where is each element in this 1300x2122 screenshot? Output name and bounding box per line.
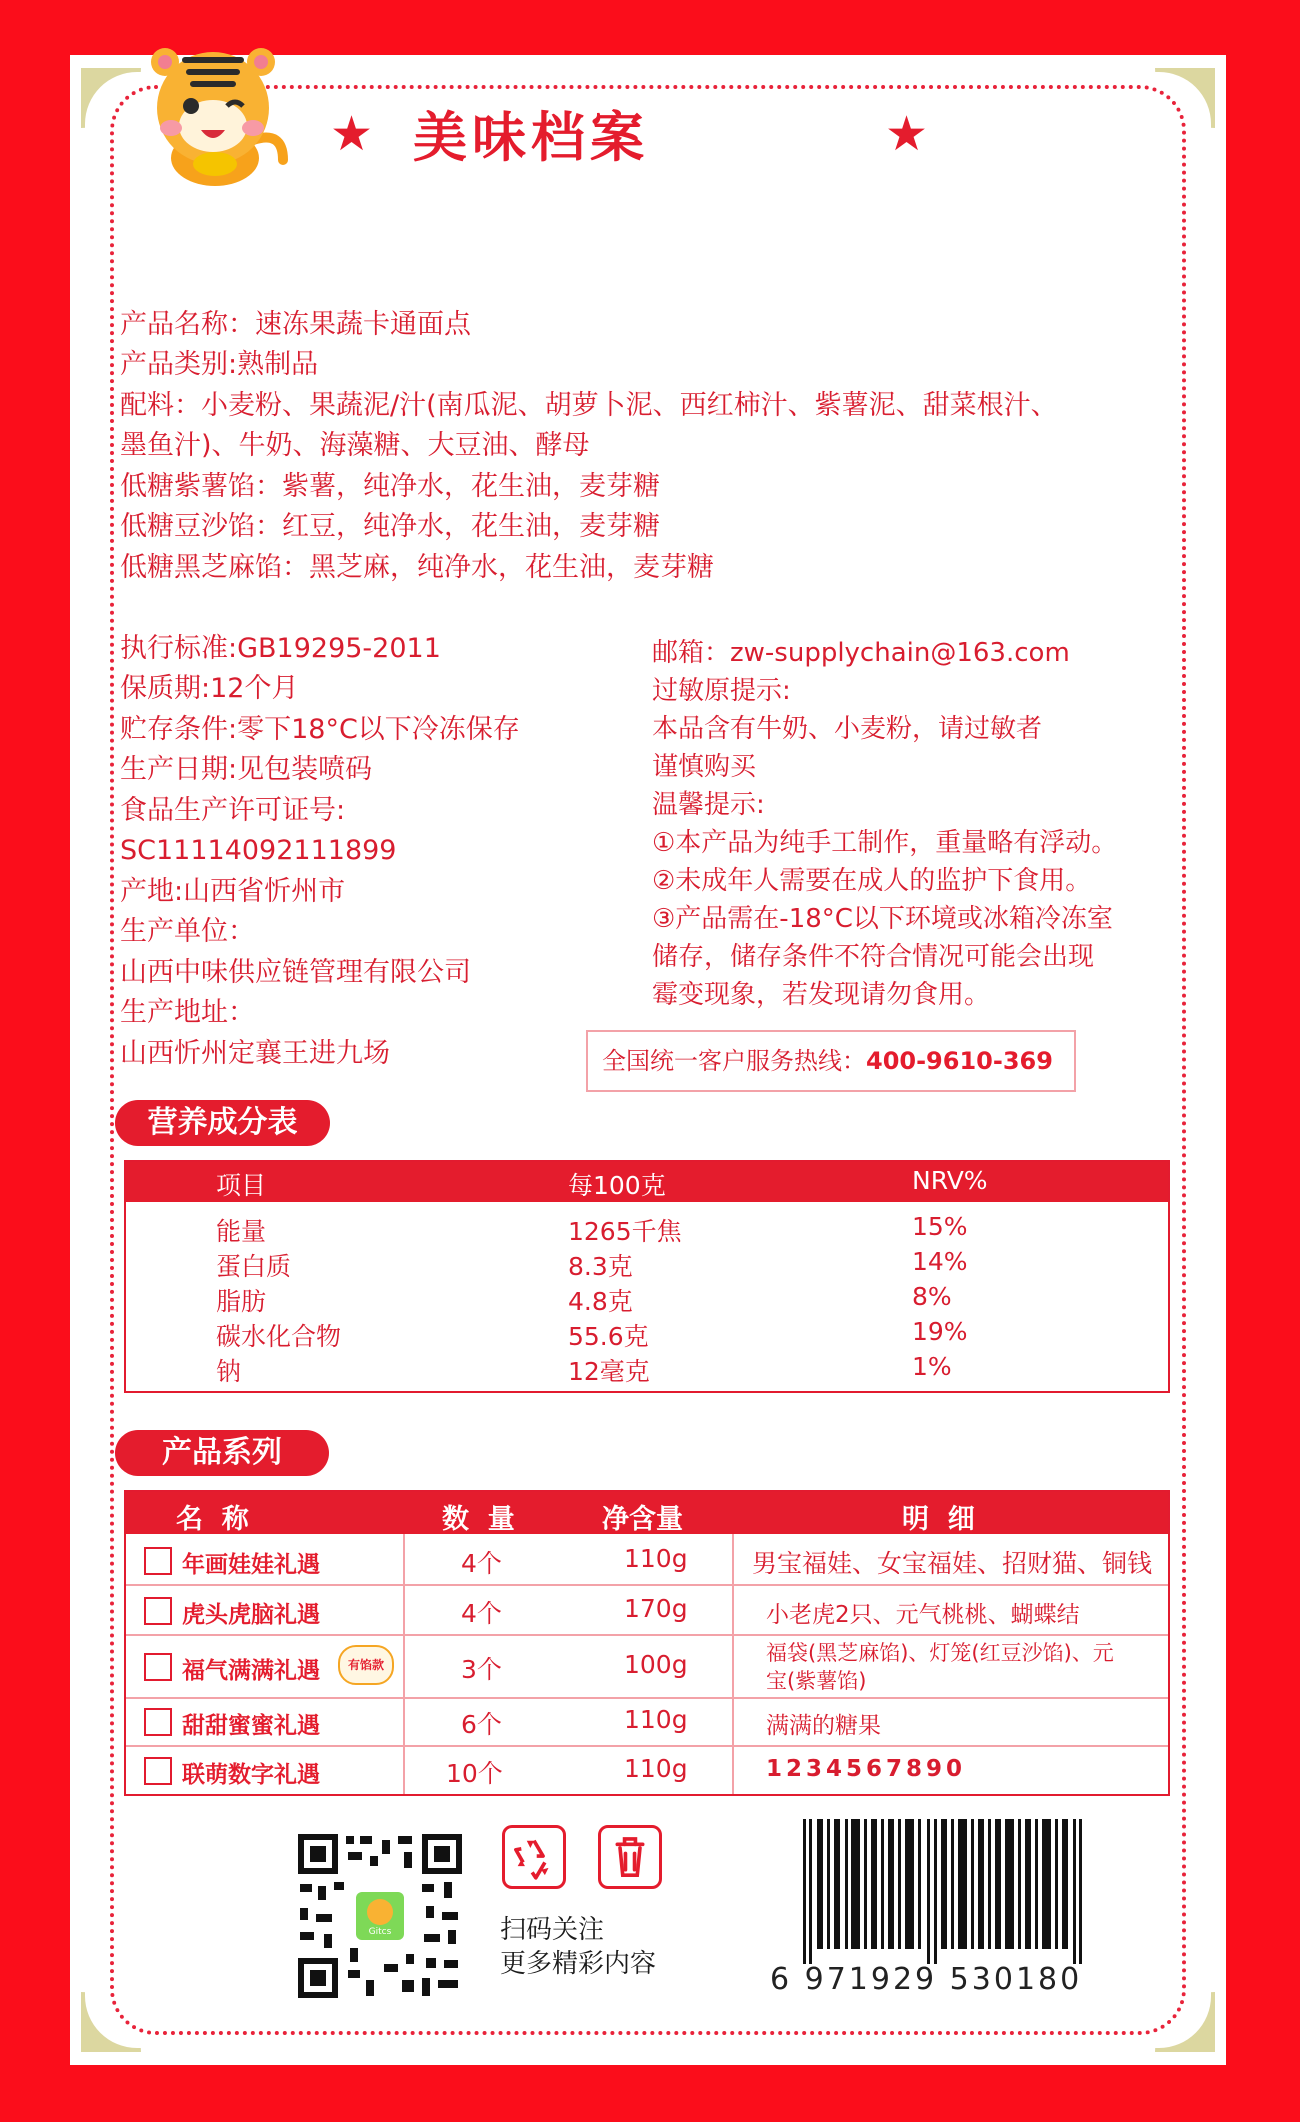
notice-line: 谨慎购买 xyxy=(652,752,757,782)
nutrition-cell: 1% xyxy=(912,1352,952,1381)
notice-line: 储存，储存条件不符合情况可能会出现 xyxy=(652,942,1095,972)
tiger-mascot-icon xyxy=(135,40,295,190)
series-name: 甜甜蜜蜜礼遇 xyxy=(182,1713,320,1739)
row-checkbox[interactable] xyxy=(144,1547,172,1575)
scan-subtext: 更多精彩内容 xyxy=(500,1949,657,1979)
nutrition-cell: 能量 xyxy=(216,1217,267,1246)
series-detail: 男宝福娃、女宝福娃、招财猫、铜钱 xyxy=(752,1549,1153,1578)
star-icon: ★ xyxy=(885,106,929,162)
row-divider xyxy=(126,1745,1168,1747)
series-weight: 110g xyxy=(624,1544,688,1573)
spec-line: 生产日期:见包装喷码 xyxy=(120,754,373,785)
hotline-number: 400-9610-369 xyxy=(866,1047,1053,1075)
nutrition-cell: 脂肪 xyxy=(216,1287,267,1316)
nutrition-cell: 4.8克 xyxy=(568,1287,633,1316)
notice-line: 温馨提示: xyxy=(652,790,765,820)
nutrition-cell: 8% xyxy=(912,1282,952,1311)
series-header-cell: 数 量 xyxy=(442,1504,515,1535)
series-detail: 1234567890 xyxy=(766,1756,967,1782)
nutrition-cell: 12毫克 xyxy=(568,1357,650,1386)
barcode-icon xyxy=(803,1819,1083,1964)
column-divider xyxy=(732,1534,734,1794)
nutrition-cell: 钠 xyxy=(216,1357,242,1386)
series-weight: 110g xyxy=(624,1754,688,1783)
nutrition-cell: 蛋白质 xyxy=(216,1252,292,1281)
nutrition-cell: 55.6克 xyxy=(568,1322,649,1351)
nutrition-title: 营养成分表 xyxy=(115,1100,330,1146)
notice-line: ②未成年人需要在成人的监护下食用。 xyxy=(652,866,1092,896)
email-line: 邮箱：zw-supplychain@163.com xyxy=(652,638,1070,668)
barcode-number: 6 971929 530180 xyxy=(770,1962,1083,1997)
nutrition-cell: 15% xyxy=(912,1212,968,1241)
series-detail: 满满的糖果 xyxy=(766,1713,881,1739)
row-divider xyxy=(126,1584,1168,1586)
nutrition-cell: 14% xyxy=(912,1247,968,1276)
hotline-box xyxy=(586,1030,1076,1092)
series-qty: 3个 xyxy=(461,1655,502,1684)
spec-line: 生产单位： xyxy=(120,916,255,947)
info-line: 低糖紫薯馅：紫薯，纯净水，花生油，麦芽糖 xyxy=(120,471,660,502)
series-name: 年画娃娃礼遇 xyxy=(182,1552,320,1578)
nutrition-cell: 19% xyxy=(912,1317,968,1346)
spec-line: SC11114092111899 xyxy=(120,835,397,866)
spec-line: 生产地址： xyxy=(120,997,255,1028)
series-name: 福气满满礼遇 xyxy=(182,1658,320,1684)
spec-line: 执行标准:GB19295-2011 xyxy=(120,633,441,664)
spec-line: 保质期:12个月 xyxy=(120,673,299,704)
row-divider xyxy=(126,1634,1168,1636)
series-qty: 4个 xyxy=(461,1599,502,1628)
notice-line: 霉变现象，若发现请勿食用。 xyxy=(652,980,991,1010)
series-header-cell: 净含量 xyxy=(602,1504,683,1535)
filling-badge: 有馅款 xyxy=(338,1645,394,1685)
series-name: 虎头虎脑礼遇 xyxy=(182,1602,320,1628)
series-title: 产品系列 xyxy=(115,1430,329,1476)
spec-line: 产地:山西省忻州市 xyxy=(120,876,346,907)
series-qty: 4个 xyxy=(461,1549,502,1578)
series-name: 联萌数字礼遇 xyxy=(182,1762,320,1788)
spec-line: 山西忻州定襄王进九场 xyxy=(120,1038,390,1069)
info-line: 低糖豆沙馅：红豆，纯净水，花生油，麦芽糖 xyxy=(120,511,660,542)
nutrition-table xyxy=(124,1160,1170,1393)
notice-line: ①本产品为纯手工制作，重量略有浮动。 xyxy=(652,828,1118,858)
series-header-cell: 明 细 xyxy=(902,1504,975,1535)
series-weight: 170g xyxy=(624,1594,688,1623)
qr-label: Gitcs xyxy=(368,1927,392,1937)
series-qty: 6个 xyxy=(461,1710,502,1739)
series-detail: 小老虎2只、元气桃桃、蝴蝶结 xyxy=(766,1602,1080,1628)
spec-line: 山西中味供应链管理有限公司 xyxy=(120,957,471,988)
series-weight: 100g xyxy=(624,1650,688,1679)
series-qty: 10个 xyxy=(446,1759,503,1788)
star-icon: ★ xyxy=(330,106,374,162)
nutrition-header xyxy=(126,1162,1168,1202)
spec-line: 贮存条件:零下18°C以下冷冻保存 xyxy=(120,714,520,745)
row-checkbox[interactable] xyxy=(144,1757,172,1785)
series-detail: 福袋(黑芝麻馅)、灯笼(红豆沙馅)、元宝(紫薯馅) xyxy=(766,1641,1114,1693)
nutrition-cell: 1265千焦 xyxy=(568,1217,682,1246)
info-line: 产品类别:熟制品 xyxy=(120,349,319,380)
info-line: 墨鱼汁)、牛奶、海藻糖、大豆油、酵母 xyxy=(120,430,590,461)
nutrition-header-cell: 项目 xyxy=(216,1171,267,1200)
recycle-icon xyxy=(502,1825,566,1889)
scan-text: 扫码关注 xyxy=(500,1915,605,1945)
info-line: 产品名称：速冻果蔬卡通面点 xyxy=(120,309,471,340)
series-header xyxy=(126,1492,1168,1534)
row-checkbox[interactable] xyxy=(144,1653,172,1681)
info-line: 配料：小麦粉、果蔬泥/汁(南瓜泥、胡萝卜泥、西红柿汁、紫薯泥、甜菜根汁、 xyxy=(120,390,1058,421)
row-checkbox[interactable] xyxy=(144,1597,172,1625)
nutrition-header-cell: 每100克 xyxy=(568,1171,666,1200)
series-weight: 110g xyxy=(624,1705,688,1734)
nutrition-header-cell: NRV% xyxy=(912,1166,988,1195)
series-header-cell: 名 称 xyxy=(176,1504,249,1535)
hotline-label: 全国统一客户服务热线： xyxy=(602,1047,866,1075)
notice-line: 本品含有牛奶、小麦粉，请过敏者 xyxy=(652,714,1043,744)
notice-line: ③产品需在-18°C以下环境或冰箱冷冻室 xyxy=(652,904,1113,934)
info-line: 低糖黑芝麻馅：黑芝麻，纯净水，花生油，麦芽糖 xyxy=(120,552,714,583)
spec-line: 食品生产许可证号: xyxy=(120,795,346,826)
notice-line: 过敏原提示: xyxy=(652,676,791,706)
column-divider xyxy=(403,1534,405,1794)
qr-code-icon[interactable] xyxy=(294,1830,466,2002)
nutrition-cell: 8.3克 xyxy=(568,1252,633,1281)
page-title: 美味档案 xyxy=(413,106,649,169)
nutrition-cell: 碳水化合物 xyxy=(216,1322,342,1351)
trash-bin-icon xyxy=(598,1825,662,1889)
row-checkbox[interactable] xyxy=(144,1708,172,1736)
row-divider xyxy=(126,1697,1168,1699)
series-table xyxy=(124,1490,1170,1796)
